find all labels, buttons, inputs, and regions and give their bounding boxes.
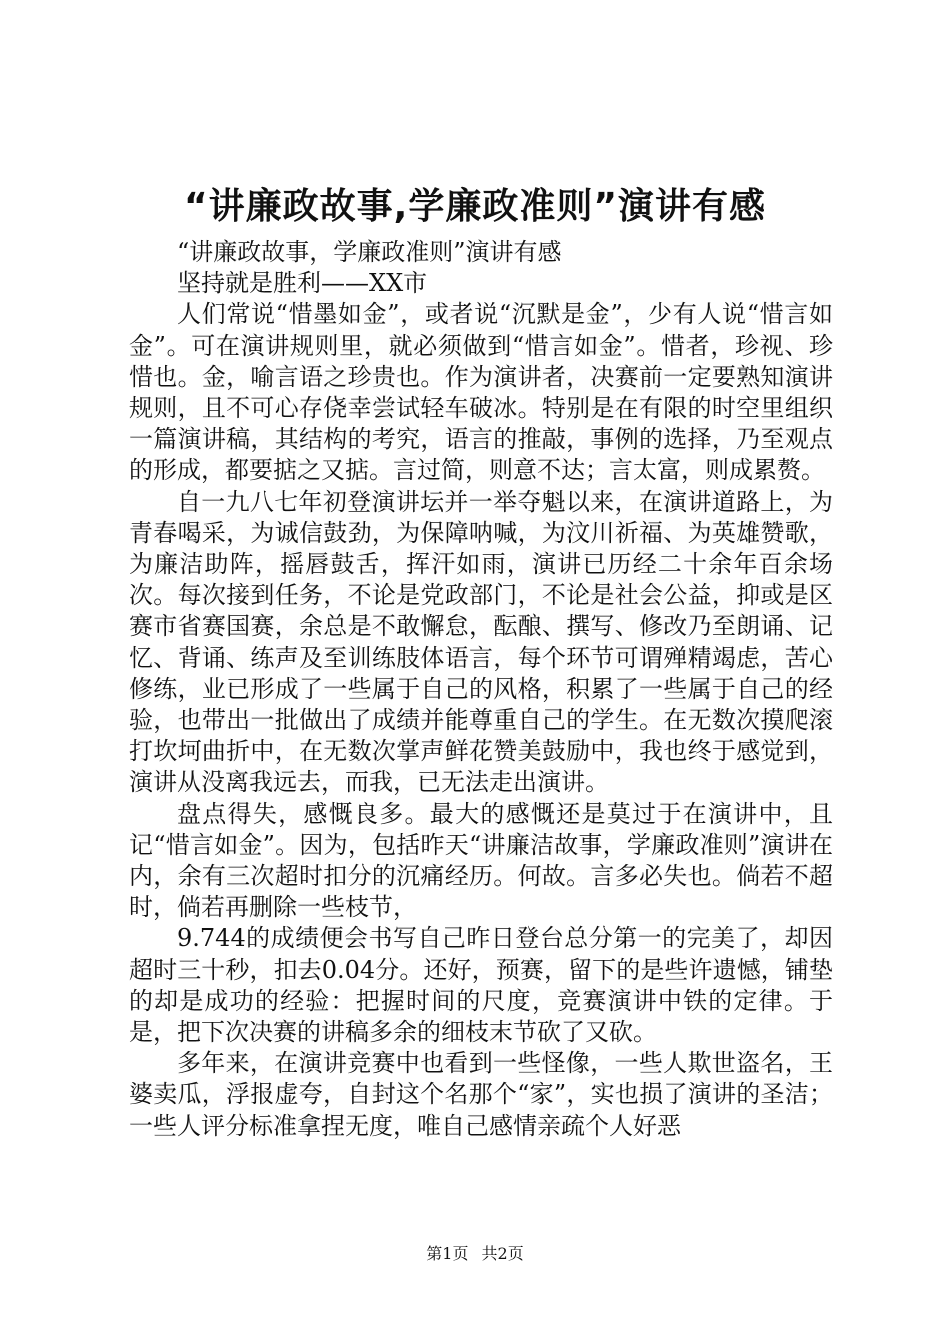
paragraph: 多年来，在演讲竞赛中也看到一些怪像，一些人欺世盗名，王婆卖瓜，浮报虚夸，自封这个名那个“家”，实也损了演讲的圣洁；一些人评分标准拿捏无度，唯自己感情亲疏个人好恶 — [129, 1049, 833, 1140]
paragraph: 自一九八七年初登演讲坛并一举夺魁以来，在演讲道路上，为青春喝采，为诚信鼓劲，为保障呐喊，为汶川祈福、为英雄赞歌，为廉洁助阵，摇唇鼓舌，挥汗如雨，演讲已历经二十余年百余场次。每次接到任务，不论是党政部门，不论是社会公益，抑或是区赛市省赛国赛，余总是不敢懈怠，酝酿、撰写、修改乃至朗诵、记忆、背诵、练声及至训练肢体语言，每个环节可谓殚精竭虑，苦心修练，业已形成了一些属于自己的风格，积累了一些属于自己的经验，也带出一批做出了成绩并能尊重自己的学生。在无数次摸爬滚打坎坷曲折中，在无数次掌声鲜花赞美鼓励中，我也终于感觉到，演讲从没离我远去，而我，已无法走出演讲。 — [129, 487, 833, 797]
page-total: 共2页 — [481, 1244, 524, 1263]
page-footer — [0, 1244, 950, 1264]
paragraph-author-line: 坚持就是胜利——XX市 — [177, 269, 428, 298]
paragraph: 盘点得失，感慨良多。最大的感慨还是莫过于在演讲中，且记“惜言如金”。因为，包括昨天“讲廉洁故事，学廉政准则”演讲在内，余有三次超时扣分的沉痛经历。何故。言多必失也。倘若不超时，倘若再删除一些枝节， — [129, 799, 833, 922]
paragraph: 人们常说“惜墨如金”，或者说“沉默是金”，少有人说“惜言如金”。可在演讲规则里，就必须做到“惜言如金”。惜者，珍视、珍惜也。金，喻言语之珍贵也。作为演讲者，决赛前一定要熟知演讲规则，且不可心存侥幸尝试轻车破冰。特别是在有限的时空里组织一篇演讲稿，其结构的考究，语言的推敲，事例的选择，乃至观点的形成，都要掂之又掂。言过简，则意不达；言太富，则成累赘。 — [129, 300, 833, 485]
document-title: “讲廉政故事,学廉政准则”演讲有感 — [184, 186, 766, 227]
paragraph: 9.744的成绩便会书写自己昨日登台总分第一的完美了，却因超时三十秒，扣去0.04分。还好，预赛，留下的是些许遗憾，铺垫的却是成功的经验：把握时间的尺度，竞赛演讲中铁的定律。于是，把下次决赛的讲稿多余的细枝末节砍了又砍。 — [129, 924, 833, 1047]
document-body — [129, 237, 833, 1142]
paragraph-subtitle: “讲廉政故事，学廉政准则”演讲有感 — [177, 238, 562, 266]
page-number: 第1页 — [426, 1244, 469, 1263]
